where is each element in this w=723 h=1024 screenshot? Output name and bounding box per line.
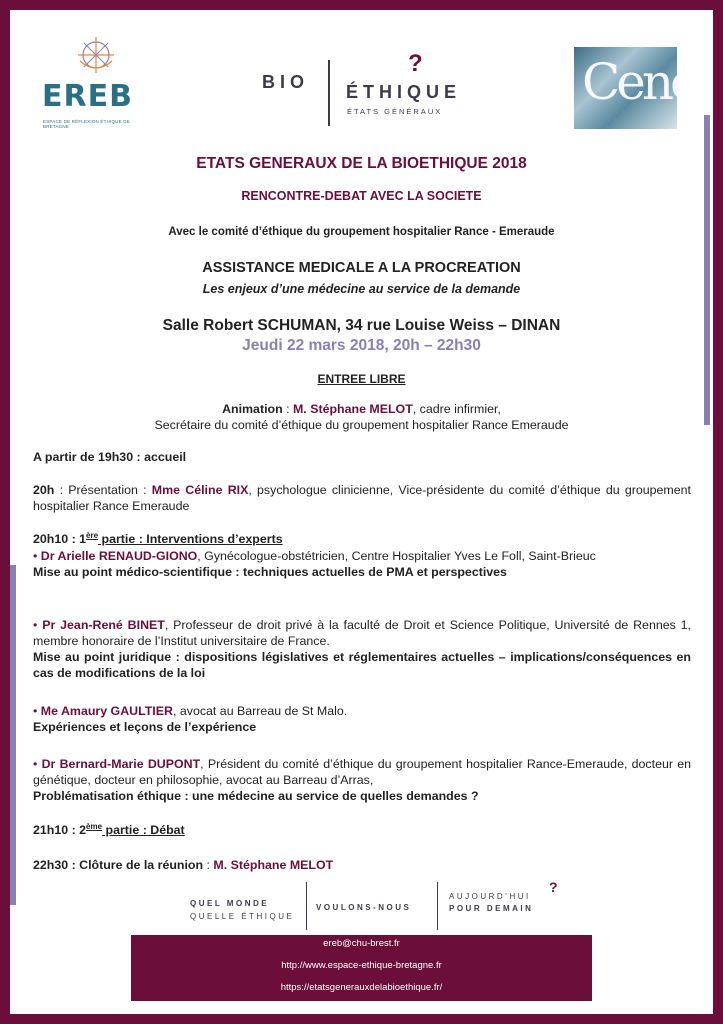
presentation-name: Mme Céline RIX <box>151 483 249 497</box>
slogan-col3-line2: POUR DEMAIN <box>449 904 534 913</box>
theme-title: ASSISTANCE MEDICALE A LA PROCREATION <box>202 260 521 276</box>
footer-site2[interactable]: https://etatsgenerauxdelabioethique.fr/ <box>280 982 443 993</box>
part2-heading <box>33 822 691 838</box>
closing-label: 22h30 : Clôture de la réunion <box>33 858 204 872</box>
slogan-divider <box>306 882 307 930</box>
ereb-wordmark: EREB <box>42 79 133 114</box>
expert-desc: , Gynécologue-obstétricien, Centre Hospitalier Yves Le Foll, Saint-Brieuc <box>197 549 596 563</box>
slogan-col2: VOULONS-NOUS <box>316 903 412 912</box>
entry-free: ENTREE LIBRE <box>317 372 406 386</box>
expert-topic: Mise au point juridique : dispositions législatives et réglementaires actuelles – implications/conséquences en cas de modifications de la loi <box>33 650 691 680</box>
expert-name: Dr Bernard-Marie DUPONT <box>41 757 201 771</box>
event-date: Jeudi 22 mars 2018, 20h – 22h30 <box>242 337 481 354</box>
expert-topic: Expériences et leçons de l’expérience <box>33 720 257 734</box>
animation-line1 <box>20 401 703 417</box>
bullet-icon: • <box>33 618 43 632</box>
footer-site1[interactable]: http://www.espace-ethique-bretagne.fr <box>281 960 442 971</box>
cene-wordmark: Cene <box>582 53 696 111</box>
expert-desc: , Professeur de droit privé à la faculté de Droit et Science Politique, Université de Rennes 1, membre honoraire de l’Institut universitaire de France. <box>33 618 692 648</box>
ereb-logo <box>42 35 152 130</box>
bio-divider <box>328 60 330 126</box>
expert-topic: Problématisation éthique : une médecine au service de quelles demandes ? <box>33 789 479 803</box>
part2-sup: ème <box>86 821 103 831</box>
expert-item <box>33 703 691 735</box>
expert-desc: , avocat au Barreau de St Malo. <box>172 704 348 718</box>
slogan-col1-line1: QUEL MONDE <box>190 899 270 908</box>
expert-desc: , Président du comité d’éthique du groupement hospitalier Rance-Emeraude, docteur en génétique, docteur en philosophie, avocat au Barreau d’Arras, <box>33 757 692 787</box>
presentation-item <box>33 482 691 514</box>
footer-email[interactable]: ereb@chu-brest.fr <box>323 938 400 949</box>
bio-word: BIO <box>262 72 310 92</box>
expert-topic: Mise au point médico-scientifique : techniques actuelles de PMA et perspectives <box>33 565 507 579</box>
expert-name: Pr Jean-René BINET <box>42 618 165 632</box>
part1-sup: ère <box>86 530 99 540</box>
welcome-line: A partir de 19h30 : accueil <box>33 450 187 464</box>
animation-name: M. Stéphane MELOT <box>292 402 413 416</box>
right-accent-bar <box>704 115 710 425</box>
part1-time: 20h10 : 1 <box>33 532 87 546</box>
presentation-time: 20h <box>33 483 55 497</box>
question-mark-icon: ? <box>549 879 558 895</box>
closing-line <box>33 857 691 873</box>
expert-name: Me Amaury GAULTIER <box>40 704 173 718</box>
bullet-icon: • <box>33 704 41 718</box>
animation-sep: : <box>282 402 293 416</box>
part1-label: partie : Interventions d’experts <box>98 532 283 546</box>
expert-item <box>33 756 691 804</box>
animation-line2: Secrétaire du comité d’éthique du groupement hospitalier Rance Emeraude <box>154 418 569 432</box>
part2-time: 21h10 : 2 <box>33 823 87 837</box>
committee-line: Avec le comité d’éthique du groupement hospitalier Rance - Emeraude <box>168 226 555 238</box>
event-subtitle: RENCONTRE-DEBAT AVEC LA SOCIETE <box>241 189 482 203</box>
ethique-word: ÉTHIQUE <box>346 82 462 102</box>
bio-subtitle: ÉTATS GÉNÉRAUX <box>347 107 443 116</box>
animation-block <box>20 401 703 433</box>
slogan-divider <box>437 882 438 930</box>
left-accent-bar <box>10 565 16 905</box>
expert-item <box>33 617 691 681</box>
closing-name: M. Stéphane MELOT <box>213 858 334 872</box>
bullet-icon: • <box>33 549 41 563</box>
presentation-desc: , psychologue clinicienne, Vice-présidente du comité d’éthique du groupement hospitalier Rance Emeraude <box>33 483 691 513</box>
compass-rose-icon <box>72 35 120 77</box>
slogan-col3-line1: AUJOURD’HUI <box>449 892 531 901</box>
part1-heading <box>33 531 691 547</box>
cene-logo <box>574 47 696 129</box>
footer-contact <box>131 935 592 1001</box>
ereb-tagline: ESPACE DE RÉFLEXION ÉTHIQUE DE BRETAGNE <box>43 119 130 129</box>
part2-label: partie : Débat <box>102 823 185 837</box>
event-title: ETATS GENERAUX DE LA BIOETHIQUE 2018 <box>196 155 527 172</box>
slogan-col1-line2: QUELLE ÉTHIQUE <box>190 912 295 921</box>
theme-subtitle: Les enjeux d’une médecine au service de la demande <box>202 282 521 296</box>
bioethique-logo <box>262 52 487 137</box>
presentation-label: : Présentation : <box>54 483 152 497</box>
expert-name: Dr Arielle RENAUD-GIONO <box>40 549 198 563</box>
closing-sep: : <box>203 858 214 872</box>
question-mark-icon: ? <box>408 50 423 77</box>
bullet-icon: • <box>33 757 42 771</box>
animation-role: , cadre infirmier, <box>412 402 501 416</box>
expert-item <box>33 548 691 580</box>
venue: Salle Robert SCHUMAN, 34 rue Louise Weiss – DINAN <box>162 317 561 334</box>
animation-label: Animation <box>222 402 283 416</box>
